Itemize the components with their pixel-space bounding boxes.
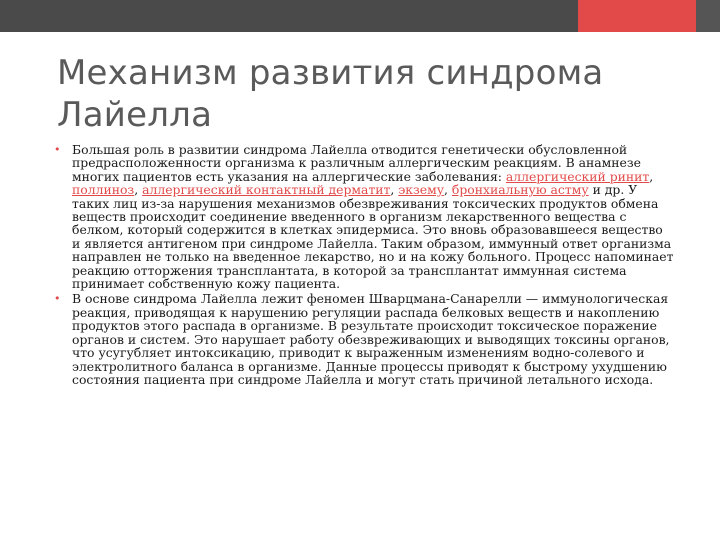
link-allergic-rhinitis[interactable]: аллергический ринит xyxy=(505,168,650,184)
bullet-mark: • xyxy=(54,143,61,156)
link-pollinosis[interactable]: поллиноз xyxy=(72,182,135,198)
bullet-text: В основе синдрома Лайелла лежит феномен Шварцмана-Санарелли — иммунологическая реакция, приводящая к нарушению регуляции распада белковых веществ и накоплению продуктов этого распада в организме. В результате происходит токсическое поражение органов и систем. Это нарушает работу обезвреживающих и выводящих токсины органов, что усугубляет интоксикацию, приводит к выраженным изменениям водно-солевого и электролитного баланса в организме. Данные процессы приводят к быстрому ухудшению состояния пациента при синдроме Лайелла и могут стать причиной летального исхода. xyxy=(72,291,670,387)
separator: , xyxy=(134,182,143,198)
link-eczema[interactable]: экзему xyxy=(398,182,445,198)
top-bar-accent-edge xyxy=(696,0,720,32)
bullet-text: и др. У таких лиц из-за нарушения механизмов обезвреживания токсических продуктов обмена веществ происходит соединение введенного в организм лекарственного вещества с белком, который содержится в клетках эпидермиса. Это вновь образовавшееся вещество и является антигеном при синдроме Лайелла. Таким образом, иммунный ответ организма направлен не только на введенное лекарство, но и на кожу больного. Процесс напоминает реакцию отторжения трансплантата, в которой за трансплантат иммунная система принимает собственную кожу пациента. xyxy=(72,182,674,292)
slide-title: Механизм развития синдрома Лайелла xyxy=(57,53,604,135)
bullet-item-1 xyxy=(54,143,674,290)
slide-content xyxy=(54,143,674,388)
link-bronchial-asthma[interactable]: бронхиальную астму xyxy=(451,182,589,198)
separator: , xyxy=(390,182,399,198)
bullet-item-2 xyxy=(54,292,674,386)
separator: , xyxy=(649,168,654,184)
separator: , xyxy=(444,182,452,198)
bullet-text: Большая роль в развитии синдрома Лайелла отводится генетически обусловленной предрасположенности организма к различным аллергическим реакциям. В анамнезе многих пациентов есть указания на аллергические заболевания: xyxy=(72,142,641,184)
top-bar-accent xyxy=(578,0,696,32)
link-contact-dermatitis[interactable]: аллергический контактный дерматит xyxy=(142,182,391,198)
bullet-mark: • xyxy=(54,292,61,306)
